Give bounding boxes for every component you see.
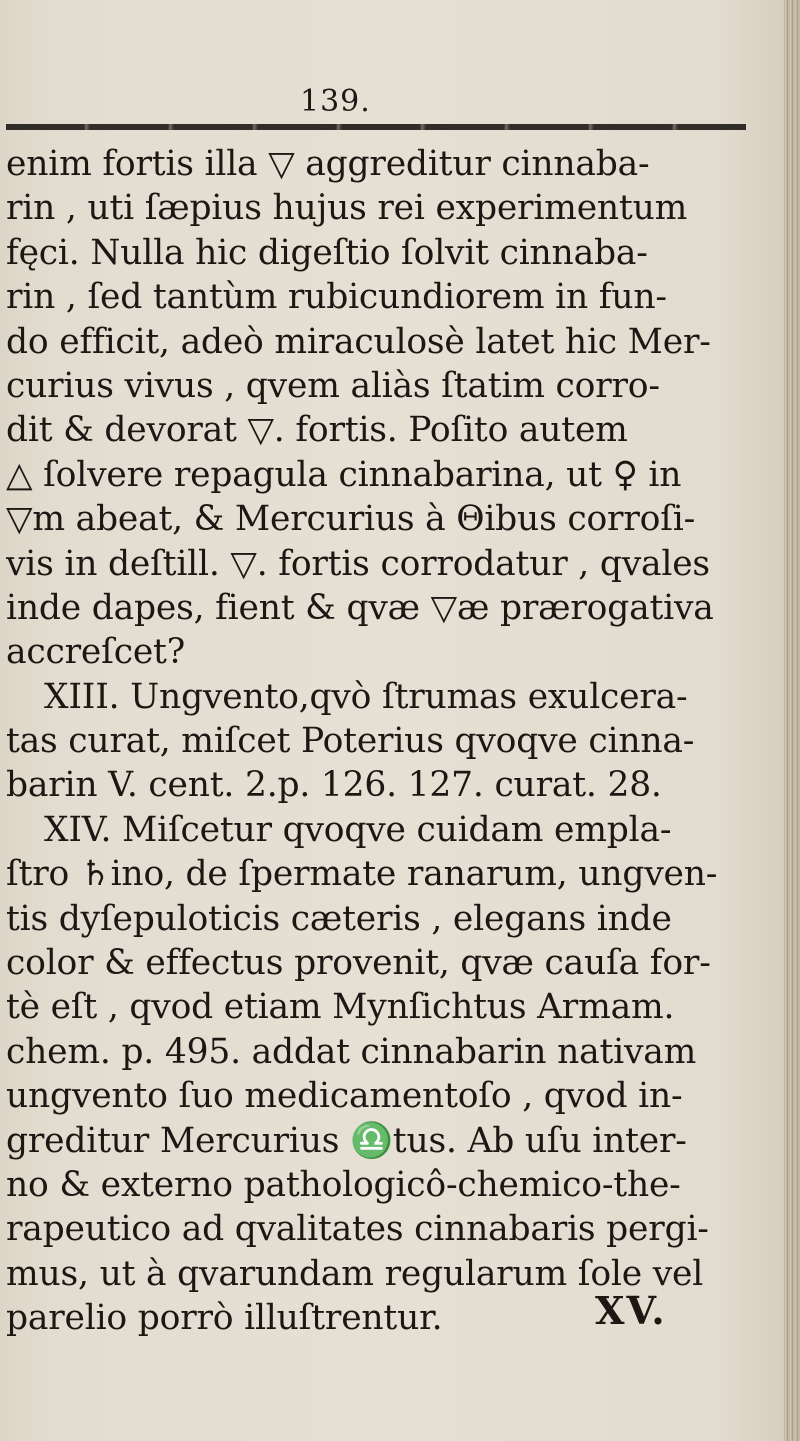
text-line: ▽m abeat, & Mercurius à Θibus corroſi- (6, 499, 696, 540)
header-rule (6, 124, 746, 130)
text-line: △ ſolvere repagula cinnabarina, ut ♀ in (6, 454, 682, 495)
catchword: XV. (595, 1288, 667, 1333)
text-line: greditur Mercurius ♎tus. Ab uſu inter- (6, 1120, 687, 1161)
text-line: dit & devorat ▽. fortis. Poſito autem (6, 410, 628, 451)
text-line: do efficit, adeò miraculosè latet hic Mer- (6, 321, 711, 362)
page-number: 139. (300, 84, 371, 119)
text-line: barin V. cent. 2.p. 126. 127. curat. 28. (6, 765, 662, 806)
text-line: accreſcet? (6, 632, 185, 673)
text-line: parelio porrò illuſtrentur. (6, 1298, 443, 1339)
text-line: fęci. Nulla hic digeſtio ſolvit cinnaba- (6, 232, 648, 273)
text-line: tas curat, miſcet Poterius qvoqve cinna- (6, 721, 695, 762)
text-line: rapeutico ad qvalitates cinnabaris pergi- (6, 1209, 709, 1250)
text-line: vis in deſtill. ▽. fortis corrodatur , qvales (6, 543, 710, 584)
text-line: curius vivus , qvem aliàs ſtatim corro- (6, 365, 660, 406)
text-line: chem. p. 495. addat cinnabarin nativam (6, 1031, 697, 1072)
body-text (6, 142, 756, 1341)
text-line: ſtro ♄ino, de ſpermate ranarum, ungven- (6, 854, 718, 895)
text-line: mus, ut à qvarundam regularum ſole vel (6, 1253, 704, 1294)
text-line: inde dapes, fient & qvæ ▽æ prærogativa (6, 587, 714, 628)
text-line: tis dyſepuloticis cæteris , elegans inde (6, 898, 672, 939)
text-line: no & externo pathologicô-chemico-the- (6, 1164, 681, 1205)
text-line: color & effectus provenit, qvæ cauſa for- (6, 943, 711, 984)
section-heading-line: XIII. Ungvento,qvò ſtrumas exulcera- (44, 676, 688, 717)
book-edge (784, 0, 800, 1441)
text-line: tè eſt , qvod etiam Mynſichtus Armam. (6, 987, 675, 1028)
section-heading-line: XIV. Miſcetur qvoqve cuidam empla- (44, 809, 672, 850)
text-line: ungvento ſuo medicamentoſo , qvod in- (6, 1076, 683, 1117)
text-line: rin , ſed tantùm rubicundiorem in fun- (6, 277, 667, 318)
text-line: rin , uti ſæpius hujus rei experimentum (6, 188, 688, 229)
text-line: enim fortis illa ▽ aggreditur cinnaba- (6, 144, 650, 184)
